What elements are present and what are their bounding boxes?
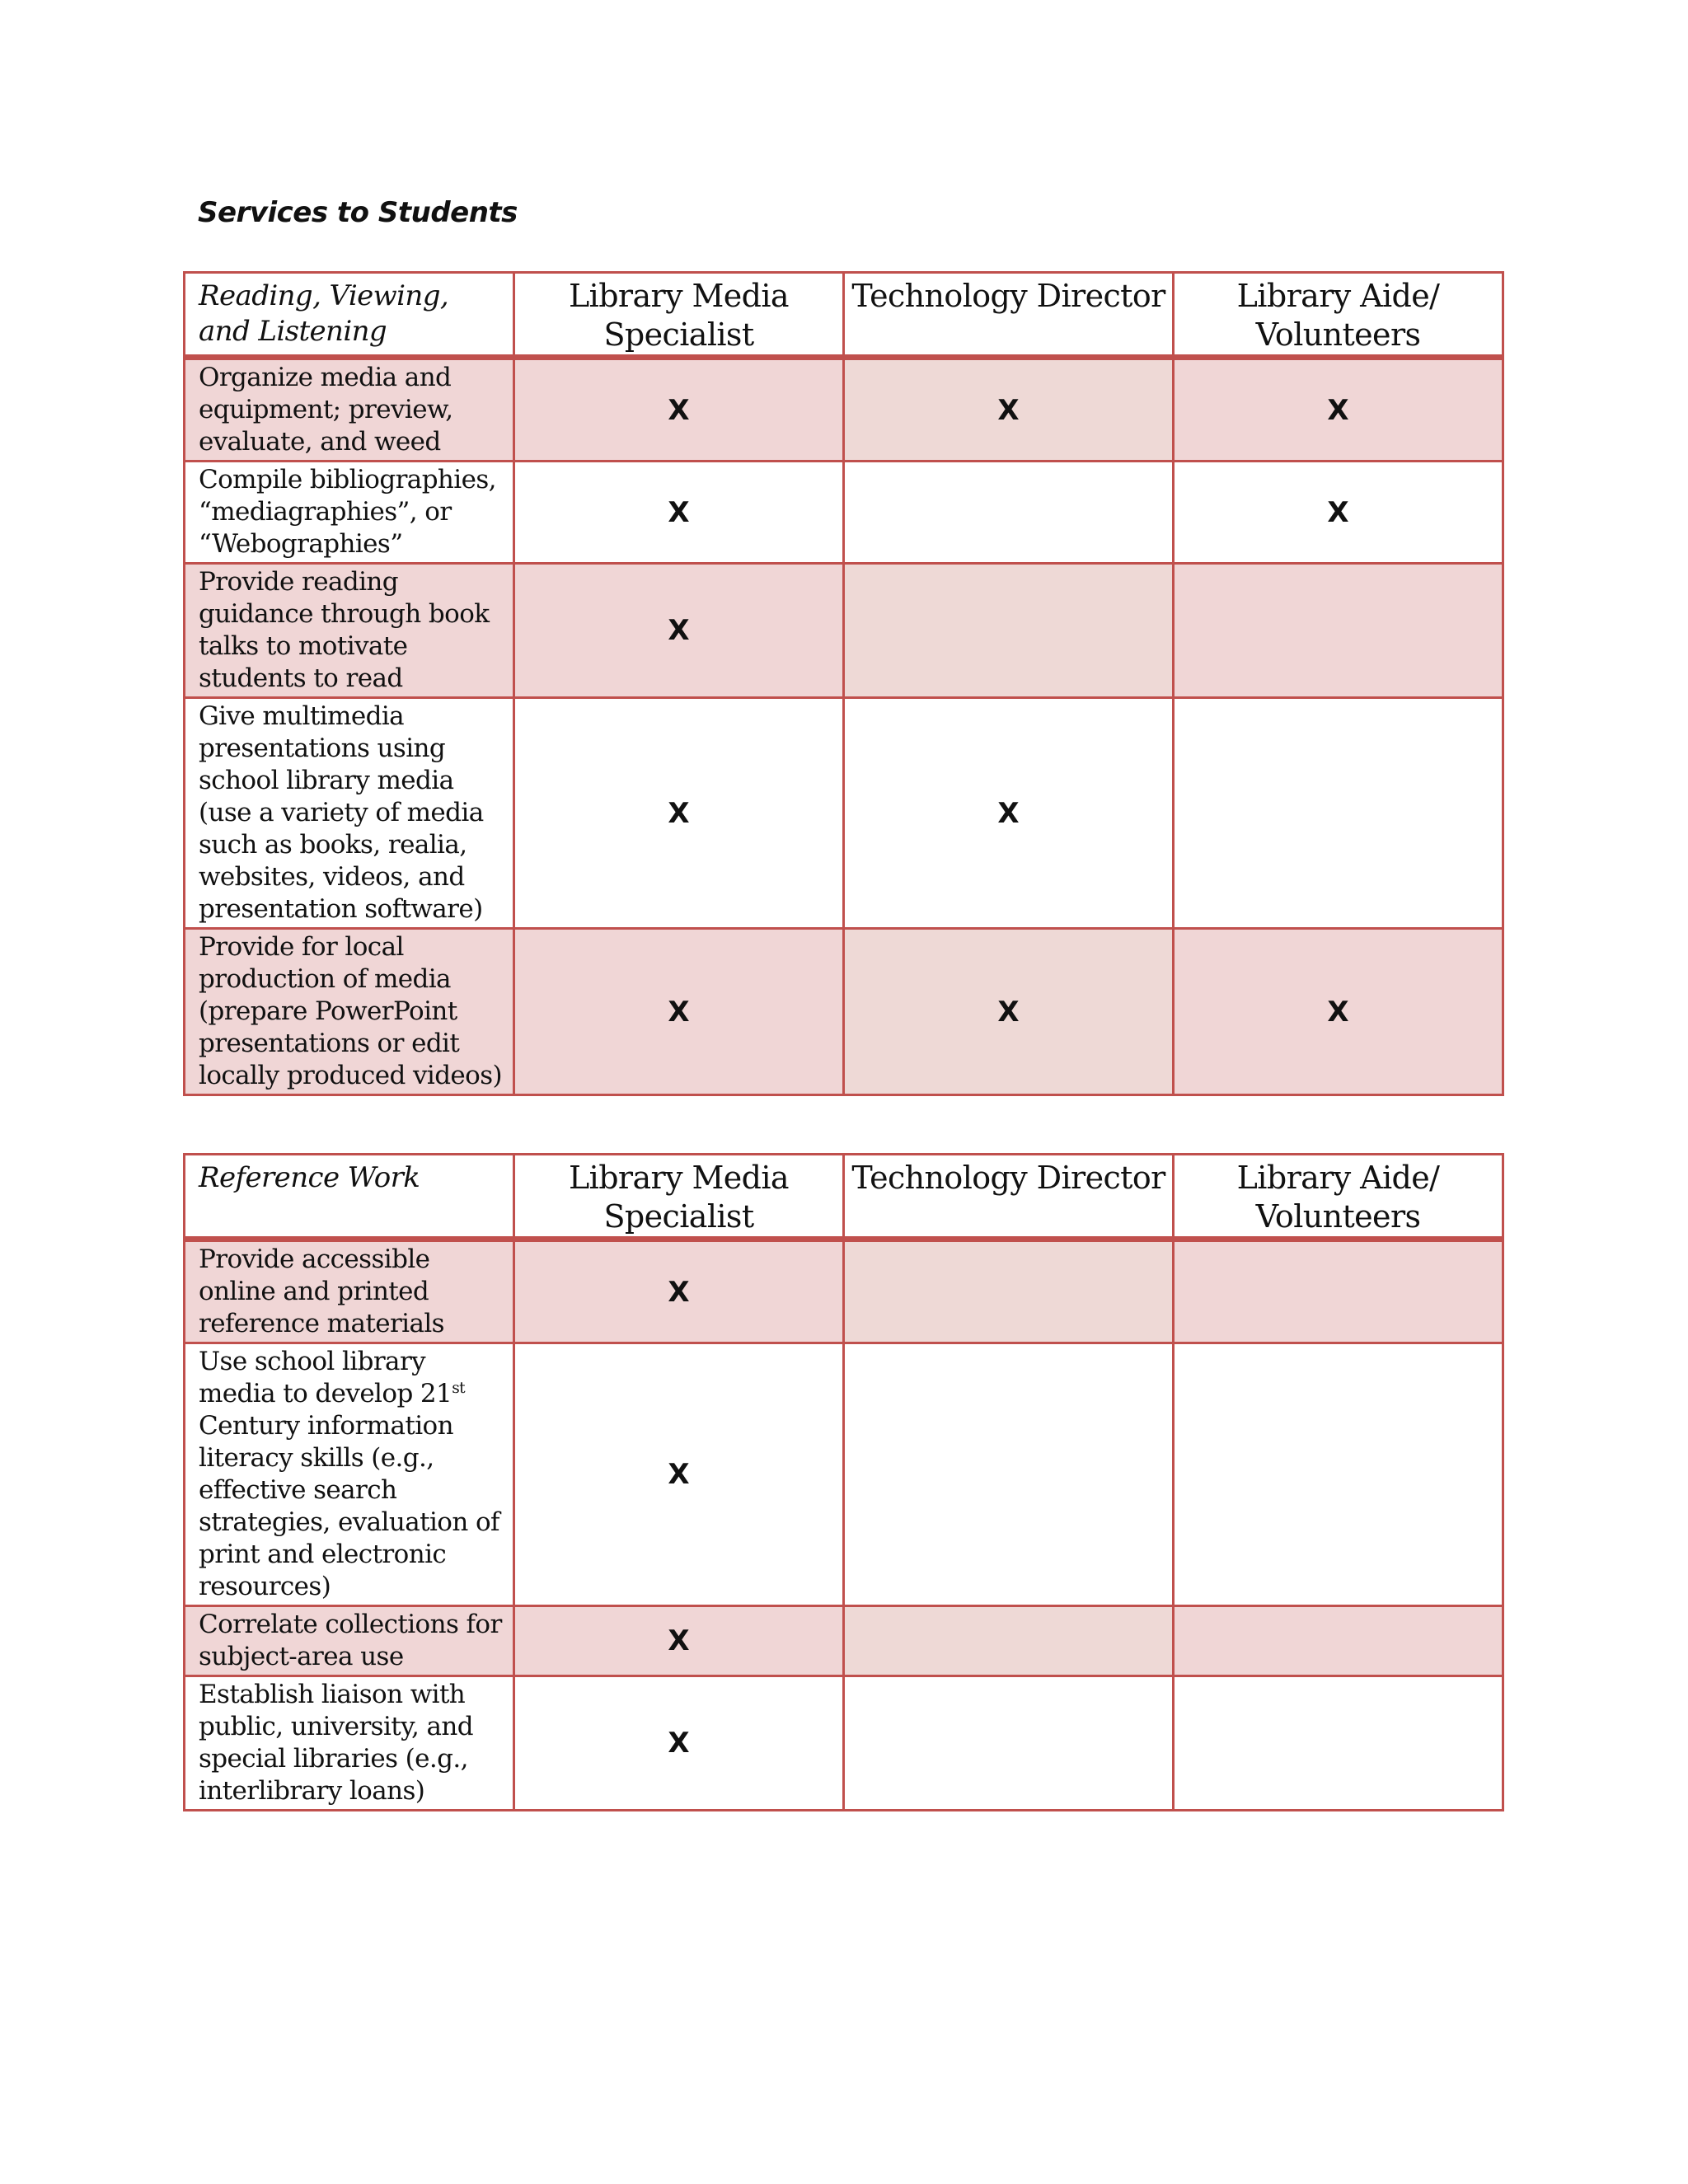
table-row bbox=[185, 1343, 1503, 1606]
reference-work-table bbox=[183, 1153, 1504, 1811]
table-row bbox=[185, 698, 1503, 929]
table-row bbox=[185, 1676, 1503, 1811]
technology-director-mark bbox=[844, 1606, 1174, 1676]
task-text: Use school library media to develop 21 bbox=[199, 1347, 452, 1408]
task-cell: Provide reading guidance through book talks to motivate students to read bbox=[185, 564, 514, 698]
library-aide-volunteers-header: Library Aide/ Volunteers bbox=[1174, 1155, 1503, 1240]
library-aide-volunteers-mark bbox=[1174, 1240, 1503, 1343]
task-cell: Correlate collections for subject-area use bbox=[185, 1606, 514, 1676]
library-media-specialist-mark: X bbox=[514, 929, 844, 1095]
library-media-specialist-mark: X bbox=[514, 1606, 844, 1676]
library-aide-volunteers-header: Library Aide/ Volunteers bbox=[1174, 273, 1503, 358]
table-row bbox=[185, 1240, 1503, 1343]
task-cell: Provide accessible online and printed reference materials bbox=[185, 1240, 514, 1343]
library-aide-volunteers-mark bbox=[1174, 1343, 1503, 1606]
ordinal-suffix: st bbox=[452, 1379, 466, 1397]
table-row bbox=[185, 462, 1503, 564]
technology-director-mark: X bbox=[844, 929, 1174, 1095]
task-cell bbox=[185, 1343, 514, 1606]
library-media-specialist-mark: X bbox=[514, 1240, 844, 1343]
library-media-specialist-mark: X bbox=[514, 1343, 844, 1606]
section-title: Services to Students bbox=[198, 196, 518, 229]
task-cell: Give multimedia presentations using school library media (use a variety of media such as books, realia, websites, videos, and presentation software) bbox=[185, 698, 514, 929]
technology-director-mark bbox=[844, 462, 1174, 564]
library-media-specialist-header: Library Media Specialist bbox=[514, 273, 844, 358]
library-media-specialist-mark: X bbox=[514, 698, 844, 929]
technology-director-header: Technology Director bbox=[844, 273, 1174, 358]
table-row bbox=[185, 929, 1503, 1095]
table-header-row bbox=[185, 273, 1503, 358]
task-cell: Organize media and equipment; preview, evaluate, and weed bbox=[185, 358, 514, 462]
category-header: Reference Work bbox=[185, 1155, 514, 1240]
library-aide-volunteers-mark: X bbox=[1174, 462, 1503, 564]
technology-director-mark bbox=[844, 1240, 1174, 1343]
technology-director-header: Technology Director bbox=[844, 1155, 1174, 1240]
library-aide-volunteers-mark bbox=[1174, 1676, 1503, 1811]
library-media-specialist-mark: X bbox=[514, 1676, 844, 1811]
technology-director-mark: X bbox=[844, 698, 1174, 929]
table-header-row bbox=[185, 1155, 1503, 1240]
library-media-specialist-mark: X bbox=[514, 564, 844, 698]
library-aide-volunteers-mark bbox=[1174, 1606, 1503, 1676]
technology-director-mark bbox=[844, 1343, 1174, 1606]
task-cell: Establish liaison with public, university, and special libraries (e.g., interlibrary loans) bbox=[185, 1676, 514, 1811]
category-header: Reading, Viewing, and Listening bbox=[185, 273, 514, 358]
library-media-specialist-mark: X bbox=[514, 358, 844, 462]
technology-director-mark bbox=[844, 1676, 1174, 1811]
library-media-specialist-header: Library Media Specialist bbox=[514, 1155, 844, 1240]
table-row bbox=[185, 1606, 1503, 1676]
technology-director-mark bbox=[844, 564, 1174, 698]
library-media-specialist-mark: X bbox=[514, 462, 844, 564]
task-cell: Provide for local production of media (prepare PowerPoint presentations or edit locally produced videos) bbox=[185, 929, 514, 1095]
library-aide-volunteers-mark bbox=[1174, 698, 1503, 929]
reading-viewing-listening-table bbox=[183, 271, 1504, 1096]
task-cell: Compile bibliographies, “mediagraphies”, or “Webographies” bbox=[185, 462, 514, 564]
library-aide-volunteers-mark bbox=[1174, 564, 1503, 698]
table-row bbox=[185, 358, 1503, 462]
table-row bbox=[185, 564, 1503, 698]
technology-director-mark: X bbox=[844, 358, 1174, 462]
library-aide-volunteers-mark: X bbox=[1174, 929, 1503, 1095]
task-text-continued: Century information literacy skills (e.g., effective search strategies, evaluation of print and electronic resources) bbox=[199, 1411, 499, 1601]
library-aide-volunteers-mark: X bbox=[1174, 358, 1503, 462]
